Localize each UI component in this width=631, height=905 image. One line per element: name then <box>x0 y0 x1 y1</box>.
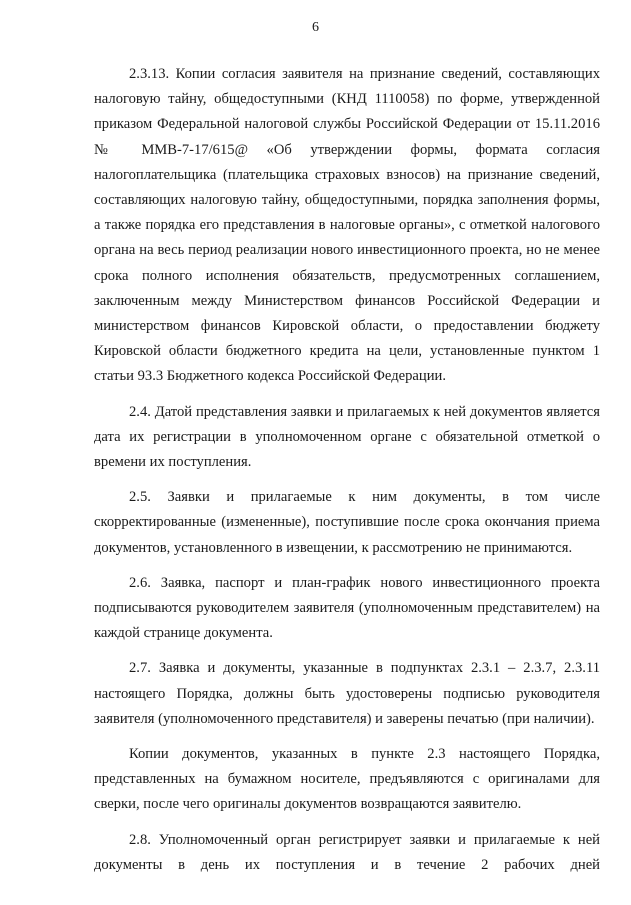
paragraph-2-5: 2.5. Заявки и прилагаемые к ним документы, в том числе скорректированные (измененные), поступившие после срока окончания приема документов, установленного в извещении, к рассмотрению не принимаются. <box>94 489 600 556</box>
paragraph-2-6: 2.6. Заявка, паспорт и план-график нового инвестиционного проекта подписываются руководителем заявителя (уполномоченным представителем) на каждой странице документа. <box>94 574 600 642</box>
paragraph-copies: Копии документов, указанных в пункте 2.3 настоящего Порядка, представленных на бумажном носителе, предъявляются с оригиналами для сверки, после чего оригиналы документов возвращаются заявителю. <box>94 746 600 813</box>
document-body <box>94 62 600 878</box>
paragraph-2-8: 2.8. Уполномоченный орган регистрирует заявки и прилагаемые к ней документы в день их поступления и в течение 2 рабочих дней <box>94 831 600 873</box>
paragraph-2-7: 2.7. Заявка и документы, указанные в подпунктах 2.3.1 – 2.3.7, 2.3.11 настоящего Порядка, должны быть удостоверены подписью руководителя заявителя (уполномоченного представителя) и заверены печатью (при наличии). <box>94 660 600 727</box>
paragraph-2-3-13: 2.3.13. Копии согласия заявителя на признание сведений, составляющих налоговую тайну, общедоступными (КНД 1110058) по форме, утвержденной приказом Федеральной налоговой службы Российской Федерации от 15.11.2016 № ММВ-7-17/615@ «Об утверждении формы, формата согласия налогоплательщика (плательщика страховых взносов) на признание сведений, составляющих налоговую тайну, общедоступными, порядка заполнения формы, а также порядка его представления в налоговые органы», с отметкой налогового органа на весь период реализации нового инвестиционного проекта, но не менее срока полного исполнения обязательств, предусмотренных соглашением, заключенным между Министерством финансов Российской Федерации и министерством финансов Кировской области, о предоставлении бюджету Кировской области бюджетного кредита на цели, установленные пунктом 1 статьи 93.3 Бюджетного кодекса Российской Федерации. <box>94 66 600 385</box>
paragraph-2-4: 2.4. Датой представления заявки и прилагаемых к ней документов является дата их регистрации в уполномоченном органе с обязательной отметкой о времени их поступления. <box>94 403 600 471</box>
page-number: 6 <box>312 20 319 35</box>
